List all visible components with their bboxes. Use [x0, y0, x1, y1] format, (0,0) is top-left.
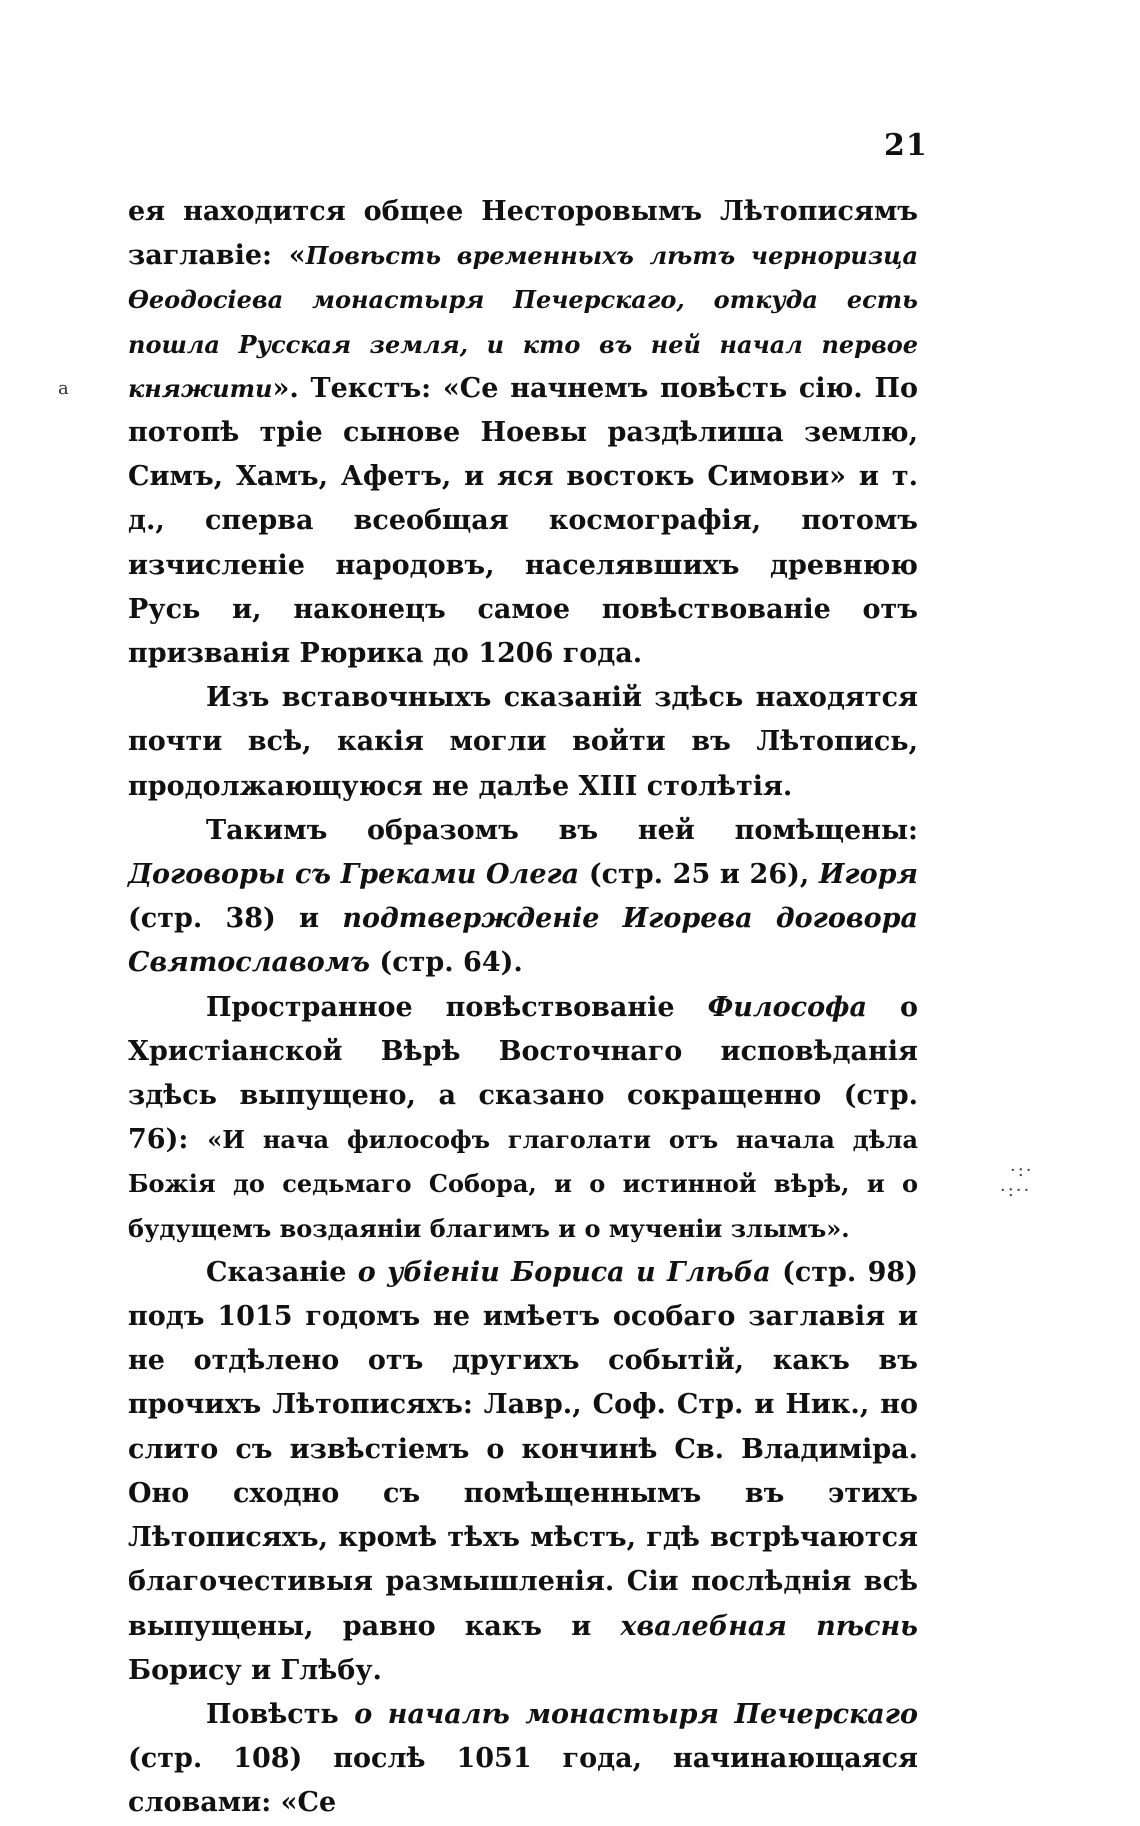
italic-run: Игоря	[818, 859, 918, 891]
page-text	[128, 190, 918, 1826]
text-run: (стр. 98) подъ 1015 годомъ не имѣетъ особаго заглавія и не отдѣлено отъ другихъ событій, какъ въ прочихъ Лѣтописяхъ: Лавр., Соф. Стр. и Ник., но слито съ извѣстіемъ о кончинѣ Св. Владиміра. Оно сходно съ помѣщеннымъ въ этихъ Лѣтописяхъ, кромѣ тѣхъ мѣстъ, гдѣ встрѣчаются благочестивыя размышленія. Сіи послѣднія всѣ выпущены, равно какъ и	[128, 1256, 918, 1642]
text-run: (стр. 64).	[370, 947, 523, 979]
print-speck: ·:·	[1010, 1160, 1034, 1181]
text-run: (стр. 25 и 26),	[579, 859, 819, 891]
text-run: Борису и Глѣбу.	[128, 1654, 382, 1686]
print-speck: ·:··	[1000, 1180, 1032, 1201]
text-run: Сказаніе	[206, 1256, 358, 1288]
italic-run: подтвержденіе Игорева договора Святославомъ	[128, 903, 918, 979]
text-run: (стр. 38) и	[128, 903, 343, 935]
paragraph-2: Изъ вставочныхъ сказаній здѣсь находятся почти всѣ, какія могли войти въ Лѣтопись, продолжающуюся не далѣе XIII столѣтія.	[128, 682, 918, 802]
italic-run: о началѣ монастыря Печерскаго	[354, 1698, 918, 1730]
paragraph-3	[128, 809, 918, 986]
text-run: о Христіанской Вѣрѣ Восточнаго исповѣданія здѣсь выпущено, а сказано сокращенно (стр. 76):	[128, 991, 918, 1156]
paragraph-1	[128, 190, 918, 676]
italic-run: Философа	[707, 991, 867, 1023]
italic-run: хвалебная пѣснь	[620, 1610, 918, 1642]
paragraph-4	[128, 986, 918, 1251]
paragraph-6	[128, 1693, 918, 1826]
quote-run: «И нача философъ глаголати отъ начала дѣла Божія до седьмаго Собора, и о истинной вѣрѣ, и о будущемъ воздаяніи благимъ и о мученіи злымъ».	[128, 1125, 918, 1243]
page-number: 21	[884, 128, 928, 163]
text-run: Повѣсть	[206, 1698, 355, 1730]
paragraph-5	[128, 1251, 918, 1693]
text-run: ». Текстъ: «Се начнемъ повѣсть сію. По потопѣ тріе сынове Ноевы раздѣлиша землю, Симъ, Хамъ, Афетъ, и яся востокъ Симови» и т. д., сперва всеобщая космографія, потомъ изчисленіе народовъ, населявшихъ древнюю Русь и, наконецъ самое повѣствованіе отъ призванія Рюрика до 1206 года.	[128, 372, 918, 670]
title-italic: Повѣсть временныхъ лѣтъ черноризца Ѳеодосіева монастыря Печерскаго, откуда есть пошла Русская земля, и кто въ ней начал первое княжити	[128, 241, 918, 403]
text-run: Пространное повѣствованіе	[206, 991, 708, 1023]
italic-run: Договоры съ Греками Олега	[128, 859, 580, 891]
text-run: Такимъ образомъ въ ней помѣщены:	[206, 814, 918, 846]
text-run: (стр. 108) послѣ 1051 года, начинающаяся словами: «Се	[128, 1743, 918, 1819]
margin-mark: a	[58, 378, 69, 399]
italic-run: о убіеніи Бориса и Глѣба	[357, 1256, 771, 1288]
text-run: ея находится общее Несторовымъ Лѣтописямъ заглавіе: «	[128, 196, 918, 272]
